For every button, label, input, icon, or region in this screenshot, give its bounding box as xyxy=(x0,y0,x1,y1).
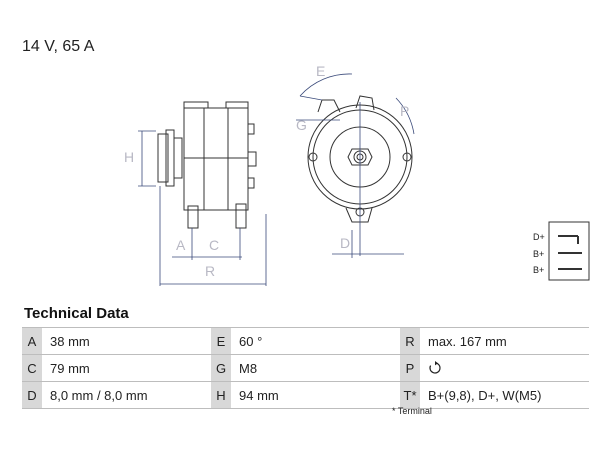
spec-value: M8 xyxy=(239,360,258,376)
dim-label-d: D xyxy=(340,235,351,251)
table-row xyxy=(22,327,589,355)
spec-d xyxy=(22,382,211,408)
spec-key: C xyxy=(22,355,42,381)
spec-g xyxy=(211,355,400,381)
spec-key: D xyxy=(22,382,42,408)
dim-label-h: H xyxy=(124,149,135,165)
spec-value xyxy=(420,355,589,381)
dim-label-e: E xyxy=(316,63,326,79)
spec-key: T* xyxy=(400,382,420,408)
table-row xyxy=(22,355,589,382)
dim-label-p: P xyxy=(400,103,410,119)
spec-value: 60 ° xyxy=(239,333,263,349)
terminal-label-b-plus-2: B+ xyxy=(533,265,545,275)
clockwise-rotation-icon xyxy=(428,361,442,375)
spec-value: 38 mm xyxy=(50,333,90,349)
spec-t xyxy=(400,382,589,408)
spec-key: A xyxy=(22,328,42,354)
table-row xyxy=(22,382,589,409)
dim-label-a: A xyxy=(176,237,186,253)
spec-a xyxy=(22,328,211,354)
spec-value: max. 167 mm xyxy=(428,333,507,349)
spec-value: 8,0 mm / 8,0 mm xyxy=(50,387,148,403)
terminal-connector xyxy=(549,222,589,280)
dim-label-c: C xyxy=(209,237,220,253)
spec-key: H xyxy=(211,382,231,408)
terminal-label-d-plus: D+ xyxy=(533,232,545,242)
dim-label-g: G xyxy=(296,117,307,133)
product-title: 14 V, 65 A xyxy=(22,38,95,55)
side-view-dimensions xyxy=(138,131,266,286)
spec-key: G xyxy=(211,355,231,381)
spec-key: E xyxy=(211,328,231,354)
spec-key: P xyxy=(400,355,420,381)
technical-data-heading: Technical Data xyxy=(24,305,129,322)
spec-c xyxy=(22,355,211,381)
spec-key: R xyxy=(400,328,420,354)
spec-value: 94 mm xyxy=(239,387,279,403)
spec-value: 79 mm xyxy=(50,360,90,376)
terminal-label-b-plus-1: B+ xyxy=(533,249,545,259)
spec-r xyxy=(400,328,589,354)
dim-label-r: R xyxy=(205,263,216,279)
technical-data-table xyxy=(22,327,589,409)
spec-e xyxy=(211,328,400,354)
terminal-footnote: * Terminal xyxy=(392,406,432,416)
spec-value: B+(9,8), D+, W(M5) xyxy=(428,387,542,403)
side-view xyxy=(158,102,256,228)
spec-p xyxy=(400,355,589,381)
spec-h xyxy=(211,382,400,408)
